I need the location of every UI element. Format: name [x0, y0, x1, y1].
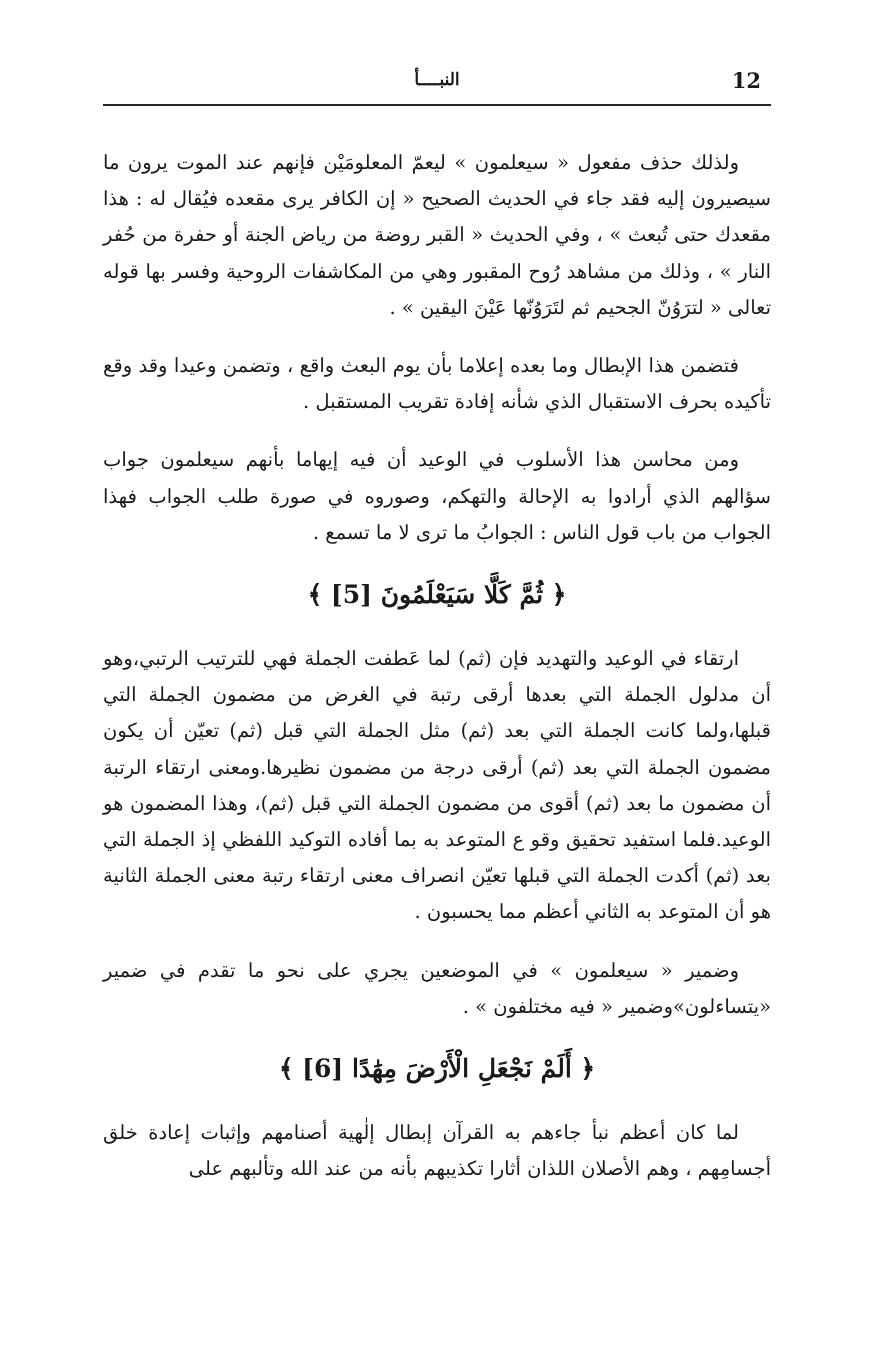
- page-body: [103, 145, 771, 1209]
- paragraph: لما كان أعظم نبأ جاءهم به القرآن إبطال إلٰهية أصنامهم وإثبات إعادة خلق أجسامِهم ، وهم الأصلان اللذان أثارا تكذيبهم بأنه من عند الله وتألبهم على: [103, 1121, 771, 1181]
- paragraph: ارتقاء في الوعيد والتهديد فإن (ثم) لما عَطفت الجملة فهي للترتيب الرتبي،وهو أن مدلول الجملة التي بعدها أرقى رتبة في الغرض من مضمون الجملة التي قبلها،ولما كانت الجملة التي بعد (ثم) مثل الجملة التي قبل (ثم) تعيّن أن يكون مضمون الجملة التي بعد (ثم) أرقى درجة من مضمون نظيرها.ومعنى ارتقاء الرتبة أن مضمون ما بعد (ثم) أقوى من مضمون الجملة التي قبل (ثم)، وهذا المضمون هو الوعيد.فلما استفيد تحقيق وقو ع المتوعد به بما أفاده التوكيد اللفظي إذ الجملة التي بعد (ثم) أكدت الجملة التي قبلها تعيّن انصراف معنى ارتقاء رتبة معنى الجملة الثانية هو أن المتوعد به الثاني أعظم مما يحسبون .: [103, 647, 771, 924]
- page-header: [103, 62, 771, 106]
- paragraph: ولذلك حذف مفعول « سيعلمون » ليعمّ المعلومَيْن فإنهم عند الموت يرون ما سيصيرون إليه فقد جاء في الحديث الصحيح « إن الكافر يرى مقعده فيُقال له : هذا مقعدك حتى تُبعث » ، وفي الحديث « القبر روضة من رياض الجنة أو حفرة من حُفر النار » ، وذلك من مشاهد رُوح المقبور وهي من المكاشفات الروحية وفسر بها قوله تعالى « لترَوُنّ الجحيم ثم لتَرَوُنّها عَيْنَ اليقين » .: [103, 151, 771, 319]
- quran-verse: ﴿ أَلَمْ نَجْعَلِ الْأَرْضَ مِهَٰدًا [6] ﴾: [278, 1054, 596, 1084]
- paragraph: وضمير « سيعلمون » في الموضعين يجري على نحو ما تقدم في ضمير «يتساءلون»وضمير « فيه مختلفون » .: [103, 958, 771, 1018]
- page-number: 12: [731, 68, 761, 93]
- running-title: النبــــأ: [414, 70, 460, 90]
- quran-verse: ﴿ ثُمَّ كَلَّا سَيَعْلَمُونَ [5] ﴾: [307, 580, 567, 610]
- paragraph: ومن محاسن هذا الأسلوب في الوعيد أن فيه إيهاما بأنهم سيعلمون جواب سؤالهم الذي أرادوا به الإحالة والتهكم، وصوروه في صورة طلب الجواب فهذا الجواب من باب قول الناس : الجوابُ ما ترى لا ما تسمع .: [103, 448, 771, 544]
- paragraph: فتضمن هذا الإبطال وما بعده إعلاما بأن يوم البعث واقع ، وتضمن وعيدا وقد وقع تأكيده بحرف الاستقبال الذي شأنه إفادة تقريب المستقبل .: [103, 354, 771, 414]
